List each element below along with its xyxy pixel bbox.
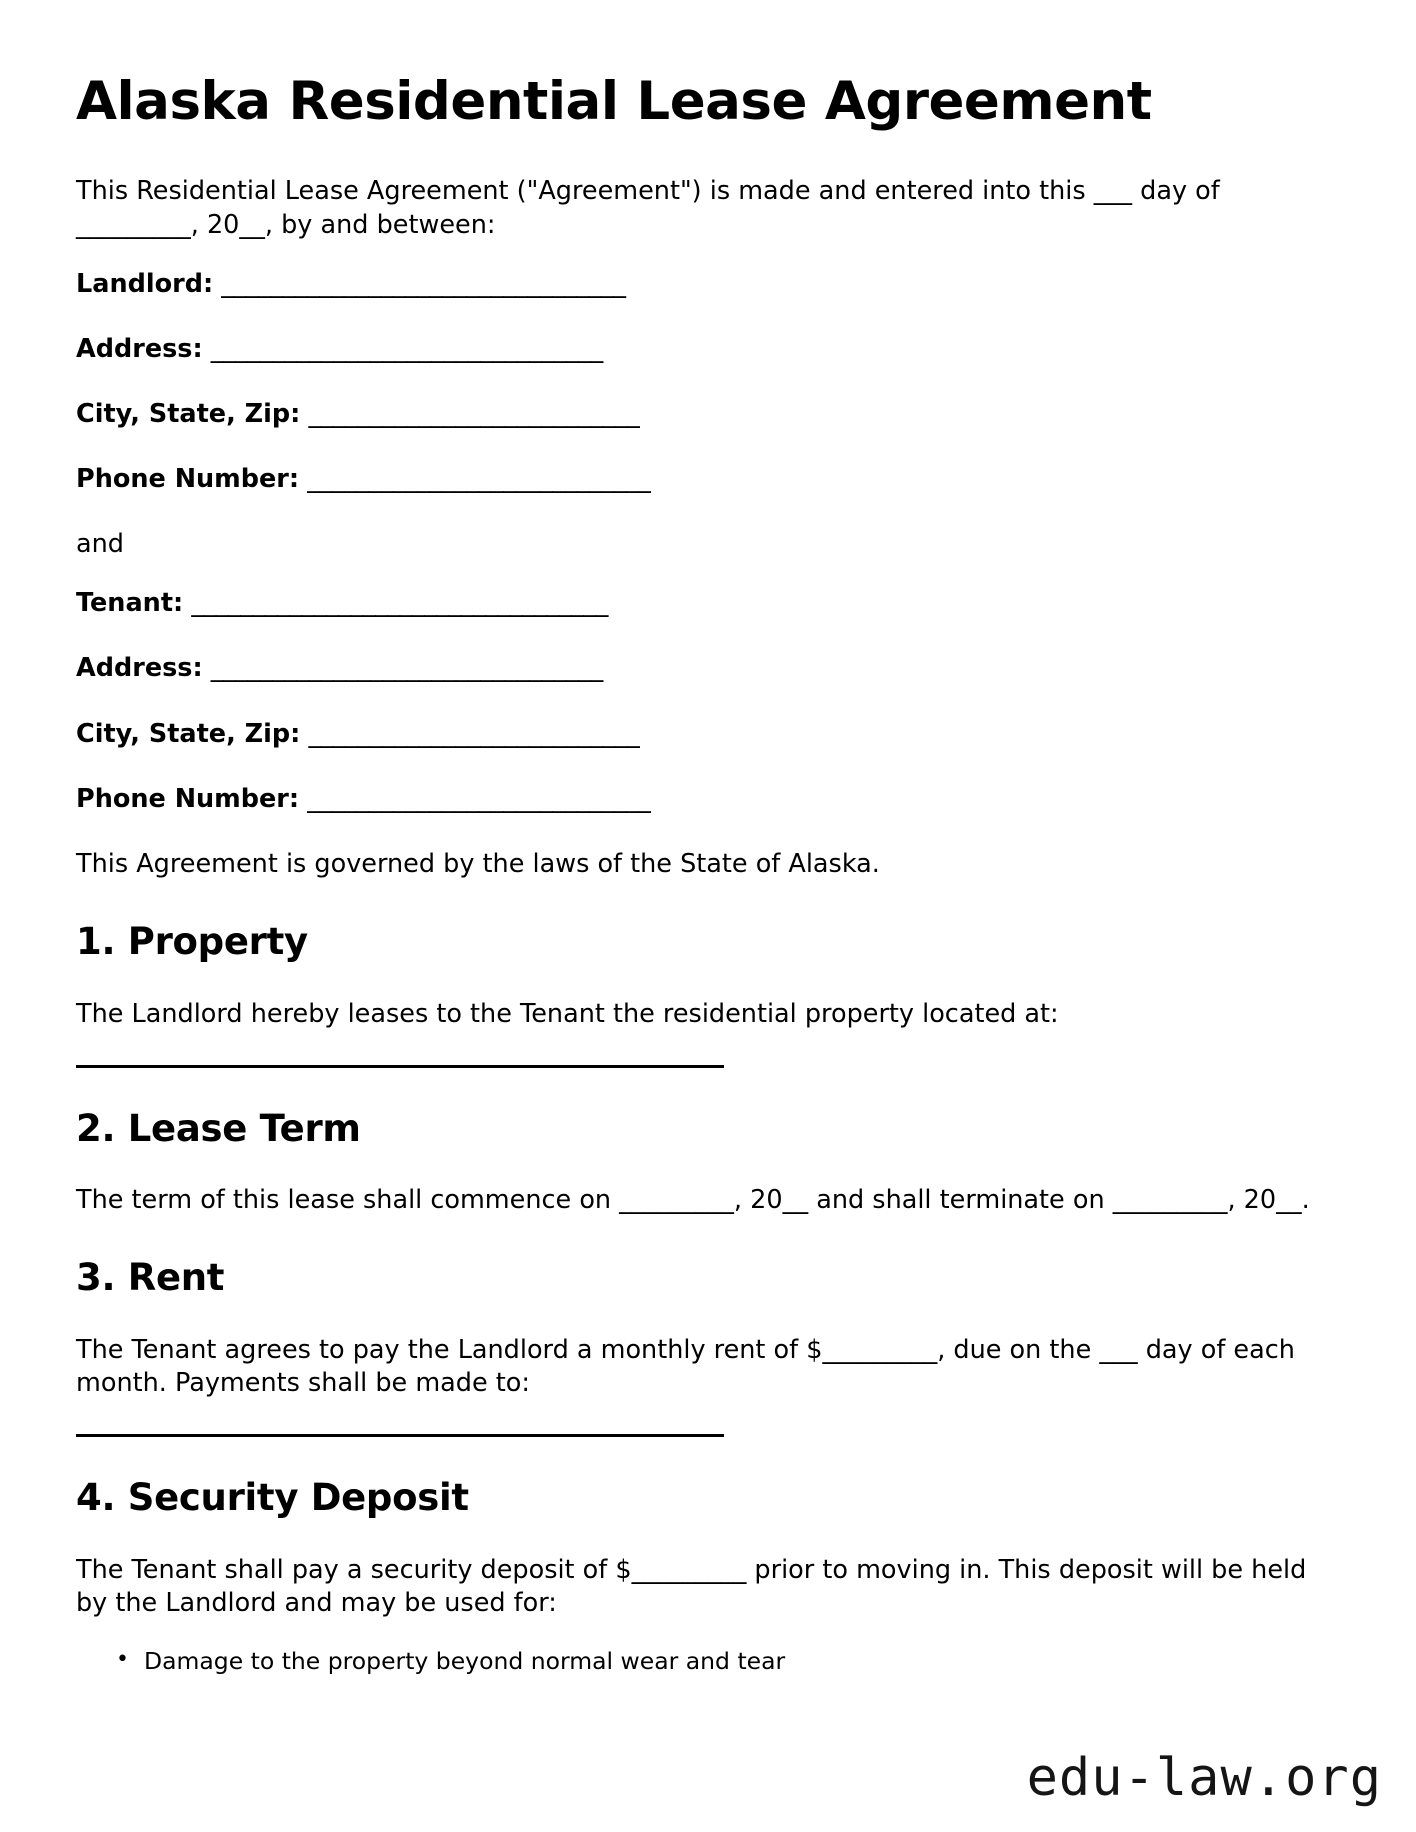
landlord-phone-label: Phone Number:	[76, 464, 300, 495]
section-heading-property: 1. Property	[76, 920, 308, 964]
rent-fill-line[interactable]	[76, 1434, 724, 1437]
landlord-address-blank[interactable]: ________________________________	[210, 333, 603, 364]
landlord-name-field	[76, 268, 1340, 301]
security-deposit-bullet-list	[76, 1646, 1340, 1678]
governing-law-paragraph: This Agreement is governed by the laws of the State of Alaska.	[76, 848, 880, 879]
tenant-address-field	[76, 652, 1340, 685]
tenant-city-state-zip-blank[interactable]: ___________________________	[308, 718, 640, 749]
section-body-rent: The Tenant agrees to pay the Landlord a monthly rent of $_________, due on the ___ day of each month. Payments shall be made to:	[76, 1334, 1295, 1399]
tenant-name-label: Tenant:	[76, 588, 184, 619]
section-body-property: The Landlord hereby leases to the Tenant the residential property located at:	[76, 998, 1059, 1029]
tenant-phone-field	[76, 783, 1340, 816]
document-body	[76, 72, 1340, 1688]
landlord-name-blank[interactable]: _________________________________	[221, 268, 626, 299]
landlord-address-label: Address:	[76, 333, 203, 364]
property-fill-line-wrap	[76, 1065, 1340, 1068]
section-heading-rent: 3. Rent	[76, 1256, 225, 1300]
section-heading-lease-term: 2. Lease Term	[76, 1106, 361, 1150]
tenant-phone-blank[interactable]: ____________________________	[307, 783, 651, 814]
conjunction-and: and	[76, 529, 124, 560]
intro-paragraph: This Residential Lease Agreement ("Agreement") is made and entered into this ___ day of _________, 20__, by and between:	[76, 176, 1220, 240]
tenant-name-field	[76, 587, 1340, 620]
landlord-name-label: Landlord:	[76, 268, 214, 299]
landlord-city-state-zip-field	[76, 398, 1340, 431]
watermark-edu-law: edu-law.org	[1026, 1748, 1382, 1808]
property-fill-line[interactable]	[76, 1065, 724, 1068]
tenant-address-label: Address:	[76, 653, 203, 684]
tenant-city-state-zip-field	[76, 718, 1340, 751]
section-body-lease-term: The term of this lease shall commence on _________, 20__ and shall terminate on _________, 20__.	[76, 1185, 1310, 1216]
landlord-city-state-zip-label: City, State, Zip:	[76, 398, 301, 429]
landlord-phone-field	[76, 463, 1340, 496]
rent-fill-line-wrap	[76, 1434, 1340, 1437]
landlord-address-field	[76, 333, 1340, 366]
page-title: Alaska Residential Lease Agreement	[76, 71, 1152, 132]
section-heading-security-deposit: 4. Security Deposit	[76, 1476, 469, 1520]
list-item: • Damage to the property beyond normal wear and tear	[116, 1646, 1340, 1678]
landlord-city-state-zip-blank[interactable]: ___________________________	[308, 398, 640, 429]
tenant-address-blank[interactable]: ________________________________	[210, 653, 603, 684]
section-body-security-deposit: The Tenant shall pay a security deposit of $_________ prior to moving in. This deposit will be held by the Landlord and may be used for:	[76, 1554, 1307, 1618]
tenant-phone-label: Phone Number:	[76, 783, 300, 814]
landlord-phone-blank[interactable]: ____________________________	[307, 464, 651, 495]
tenant-name-blank[interactable]: __________________________________	[191, 588, 608, 619]
tenant-city-state-zip-label: City, State, Zip:	[76, 718, 301, 749]
